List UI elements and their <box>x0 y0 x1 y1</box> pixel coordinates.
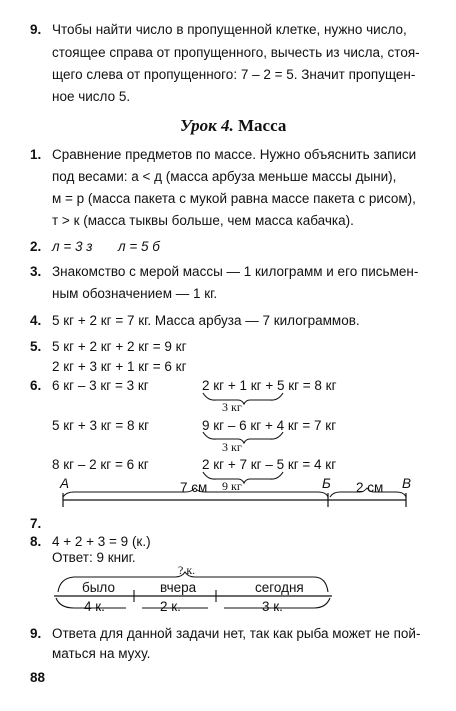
item-9-line-3: щего слева от пропущенного: 7 – 2 = 5. Значит пропущен- <box>52 67 416 82</box>
item-6-brace-label-2: 3 кг <box>222 440 242 454</box>
item-3-line-1: Знакомство с мерой массы — 1 килограмм и его письмен- <box>52 264 419 279</box>
lesson-prefix: Урок 4. <box>180 116 234 135</box>
item-2-expr-a: л = 3 з <box>52 239 93 254</box>
item-9b-line-1: Ответа для данной задачи нет, так как рыба может не пой- <box>52 626 421 641</box>
scheme-count-2: 2 к. <box>160 599 181 614</box>
item-2-expr-b: л = 5 б <box>118 239 160 254</box>
item-1-line-1: Сравнение предметов по массе. Нужно объяснить записи <box>52 147 417 162</box>
item-6-number: 6. <box>30 378 42 393</box>
item-2-number: 2. <box>30 239 42 254</box>
segment-bv-brace <box>330 488 406 497</box>
segment-bv-length: 2 см <box>356 480 384 495</box>
item-6-brace-2 <box>203 432 283 443</box>
scheme-count-1: 4 к. <box>84 599 105 614</box>
item-5-line-1: 5 кг + 2 кг + 2 кг = 9 кг <box>52 339 187 354</box>
item-8-expression: 4 + 2 + 3 = 9 (к.) <box>52 534 151 549</box>
scheme-part-3: сегодня <box>255 580 304 595</box>
item-3-number: 3. <box>30 264 42 279</box>
item-9-line-1: Чтобы найти число в пропущенной клетке, нужно число, <box>52 22 407 37</box>
scheme-part-2: вчера <box>160 580 197 595</box>
item-5-line-2: 2 кг + 3 кг + 1 кг = 6 кг <box>52 359 187 374</box>
point-a-label: А <box>60 476 70 491</box>
lesson-name: Масса <box>238 116 287 135</box>
item-9-number: 9. <box>30 22 42 37</box>
point-v-label: В <box>402 476 412 491</box>
item-6-left-1: 6 кг – 3 кг = 3 кг <box>52 378 149 393</box>
item-6-brace-3 <box>203 472 283 483</box>
item-6-brace-label-1: 3 кг <box>222 400 242 414</box>
item-6-right-3: 2 кг + 7 кг – 5 кг = 4 кг <box>202 457 337 472</box>
item-6-right-2: 9 кг – 6 кг + 4 кг = 7 кг <box>202 418 337 433</box>
scheme-top-brace <box>58 572 328 592</box>
item-1-line-3: м = р (масса пакета с мукой равна массе пакета с рисом), <box>52 191 416 206</box>
page-number: 88 <box>30 670 46 685</box>
item-7-number: 7. <box>30 516 42 531</box>
item-1-line-2: под весами: а < д (масса арбуза меньше массы дыни), <box>52 169 397 184</box>
item-6-left-3: 8 кг – 2 кг = 6 кг <box>52 457 149 472</box>
item-3-line-2: ным обозначением — 1 кг. <box>52 286 218 301</box>
item-6-brace-label-3: 9 кг <box>222 479 242 493</box>
item-9-line-4: ное число 5. <box>52 89 131 104</box>
scheme-total-label: ? к. <box>178 563 196 577</box>
scheme-bottom-brace <box>56 598 330 608</box>
item-1-number: 1. <box>30 147 42 162</box>
item-4-text: 5 кг + 2 кг = 7 кг. Масса арбуза — 7 килограммов. <box>52 313 360 328</box>
item-1-line-4: т > к (масса тыквы больше, чем масса кабачка). <box>52 213 354 228</box>
item-6-right-1: 2 кг + 1 кг + 5 кг = 8 кг <box>202 378 337 393</box>
item-6-brace-1 <box>203 393 283 404</box>
item-9-line-2: стоящее справа от пропущенного, вычесть из числа, стоя- <box>52 45 420 60</box>
item-8-answer: Ответ: 9 книг. <box>52 550 136 565</box>
item-9b-line-2: маться на муху. <box>52 646 151 661</box>
item-9b-number: 9. <box>30 626 42 641</box>
point-b-label: Б <box>322 476 331 491</box>
segment-ab-length: 7 см <box>180 480 208 495</box>
item-6-left-2: 5 кг + 3 кг = 8 кг <box>52 418 150 433</box>
item-4-number: 4. <box>30 313 42 328</box>
scheme-part-1: было <box>82 580 115 595</box>
item-5-number: 5. <box>30 339 42 354</box>
scheme-count-3: 3 к. <box>262 599 283 614</box>
item-8-number: 8. <box>30 534 42 549</box>
segment-ab-brace <box>63 488 328 497</box>
